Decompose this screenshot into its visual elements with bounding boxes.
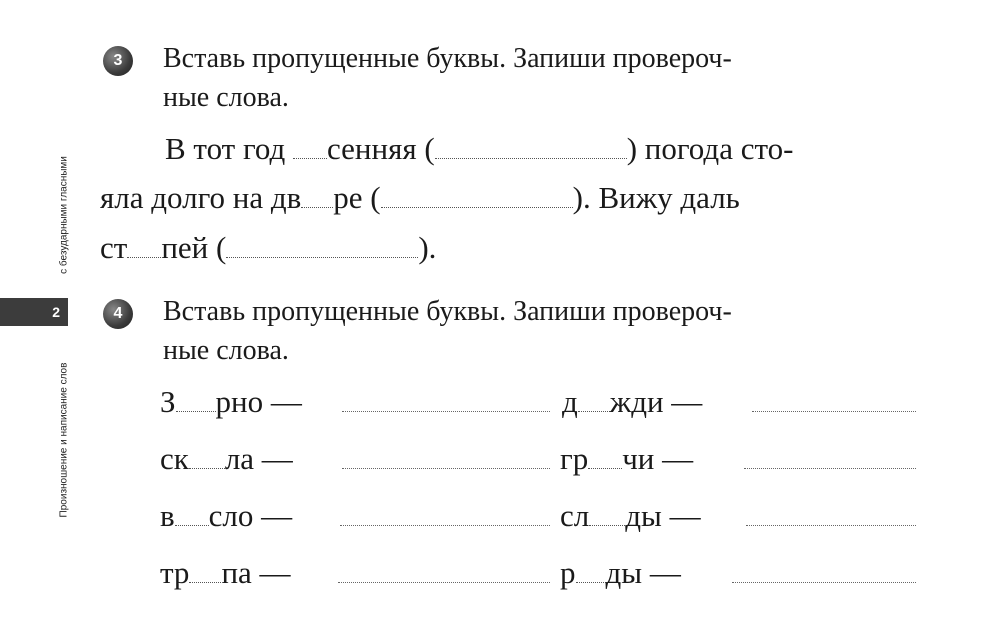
word-item: [160, 498, 292, 534]
text-fragment: д: [562, 384, 578, 419]
text-fragment: гр: [560, 441, 589, 476]
word-item: [160, 384, 302, 420]
task-4-title-line1: Вставь пропущенные буквы. Запиши провероч-: [163, 296, 732, 327]
letter-gap[interactable]: [175, 506, 209, 526]
letter-gap[interactable]: [127, 238, 161, 258]
answer-line[interactable]: [340, 525, 550, 526]
side-section-text: с безударными гласными: [58, 156, 70, 274]
letter-gap[interactable]: [578, 392, 610, 412]
answer-line[interactable]: [732, 582, 916, 583]
text-fragment: тр: [160, 555, 190, 590]
task-3-badge: [103, 46, 133, 76]
task-3-sentence-line1: [165, 131, 793, 167]
word-item: [562, 384, 702, 420]
word-item: [560, 555, 681, 591]
answer-line[interactable]: [338, 582, 550, 583]
task-3-title-line1: Вставь пропущенные буквы. Запиши провероч-: [163, 43, 732, 74]
text-fragment: рно —: [215, 384, 302, 419]
letter-gap[interactable]: [189, 563, 221, 583]
text-fragment: ).: [418, 230, 437, 265]
text-fragment: ды —: [605, 555, 681, 590]
text-fragment: чи —: [622, 441, 694, 476]
check-word-blank[interactable]: [226, 235, 418, 258]
text-fragment: ) погода сто-: [626, 131, 794, 166]
letter-gap[interactable]: [301, 188, 333, 208]
text-fragment: па —: [221, 555, 291, 590]
letter-gap[interactable]: [588, 449, 622, 469]
chapter-number: 2: [52, 304, 60, 320]
text-fragment: жди —: [609, 384, 703, 419]
text-fragment: ст: [100, 230, 128, 265]
task-3-sentence-line2: [100, 180, 740, 216]
answer-line[interactable]: [342, 468, 550, 469]
text-fragment: р: [560, 555, 576, 590]
text-fragment: ла —: [224, 441, 293, 476]
letter-gap[interactable]: [176, 392, 216, 412]
word-item: [560, 498, 701, 534]
word-item: [560, 441, 693, 477]
check-word-blank[interactable]: [381, 185, 573, 208]
text-fragment: в: [160, 498, 175, 533]
letter-gap[interactable]: [589, 506, 625, 526]
text-fragment: сенняя (: [327, 131, 435, 166]
answer-line[interactable]: [342, 411, 550, 412]
task-4-number: 4: [113, 305, 123, 322]
text-fragment: В тот год: [165, 131, 294, 166]
text-fragment: ). Вижу даль: [572, 180, 740, 215]
answer-line[interactable]: [744, 468, 916, 469]
task-3-number: 3: [113, 52, 123, 69]
text-fragment: сло —: [208, 498, 293, 533]
letter-gap[interactable]: [189, 449, 225, 469]
chapter-tab: [0, 298, 68, 326]
letter-gap[interactable]: [293, 139, 327, 159]
text-fragment: ре (: [333, 180, 381, 215]
text-fragment: ск: [160, 441, 189, 476]
letter-gap[interactable]: [576, 563, 606, 583]
text-fragment: ды —: [625, 498, 701, 533]
check-word-blank[interactable]: [435, 136, 627, 159]
task-4-title-line2: ные слова.: [163, 335, 289, 366]
side-section-label: [54, 140, 74, 290]
text-fragment: З: [160, 384, 176, 419]
answer-line[interactable]: [746, 525, 916, 526]
task-3-sentence-line3: [100, 230, 436, 266]
side-chapter-text: Произношение и написание слов: [58, 362, 70, 518]
text-fragment: сл: [560, 498, 590, 533]
text-fragment: яла долго на дв: [100, 180, 302, 215]
word-item: [160, 555, 291, 591]
side-chapter-label: [54, 340, 74, 540]
text-fragment: пей (: [161, 230, 227, 265]
task-3-title-line2: ные слова.: [163, 82, 289, 113]
answer-line[interactable]: [752, 411, 916, 412]
task-4-badge: [103, 299, 133, 329]
word-item: [160, 441, 293, 477]
